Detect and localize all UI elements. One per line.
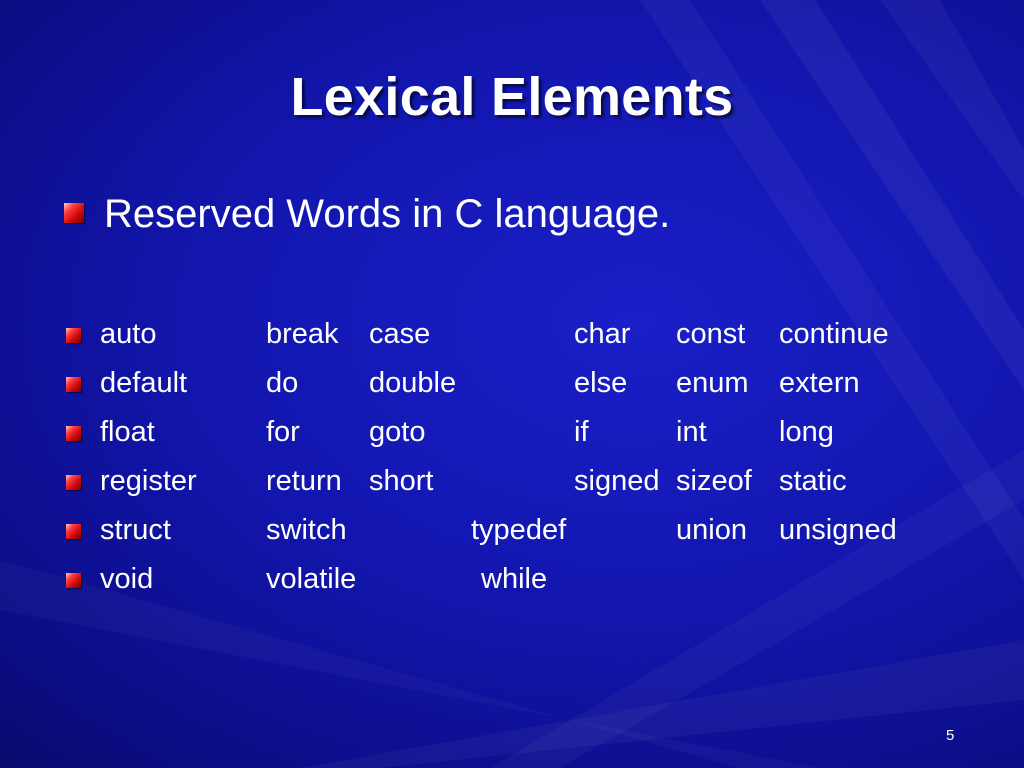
keyword: signed xyxy=(574,465,660,497)
keyword-row xyxy=(0,463,1024,503)
bullet-icon xyxy=(66,524,81,539)
keyword: typedef xyxy=(471,514,567,546)
keyword: short xyxy=(369,465,434,497)
keyword: register xyxy=(100,465,197,497)
keyword: break xyxy=(266,318,339,350)
bullet-icon xyxy=(66,426,81,441)
page-number: 5 xyxy=(946,727,955,744)
slide-title: Lexical Elements xyxy=(290,67,734,127)
bullet-icon xyxy=(66,573,81,588)
keyword: do xyxy=(266,367,299,399)
keyword: unsigned xyxy=(779,514,897,546)
keyword: long xyxy=(779,416,834,448)
keyword: extern xyxy=(779,367,860,399)
keyword: goto xyxy=(369,416,426,448)
bullet-icon xyxy=(66,328,81,343)
keyword: union xyxy=(676,514,747,546)
keyword: struct xyxy=(100,514,171,546)
keyword-row xyxy=(0,414,1024,454)
keyword: enum xyxy=(676,367,749,399)
bullet-icon xyxy=(66,377,81,392)
keyword: auto xyxy=(100,318,157,350)
keyword: void xyxy=(100,563,154,595)
keyword: static xyxy=(779,465,847,497)
keyword: double xyxy=(369,367,457,399)
keyword: default xyxy=(100,367,188,399)
main-bullet-text: Reserved Words in C language. xyxy=(104,192,671,236)
keyword: float xyxy=(100,416,155,448)
keyword: const xyxy=(676,318,746,350)
keyword: char xyxy=(574,318,631,350)
keyword: else xyxy=(574,367,628,399)
keyword: case xyxy=(369,318,431,350)
keyword: while xyxy=(481,563,548,595)
keyword: for xyxy=(266,416,300,448)
keyword-row xyxy=(0,512,1024,552)
keyword: sizeof xyxy=(676,465,752,497)
keyword: volatile xyxy=(266,563,357,595)
keyword-row xyxy=(0,316,1024,356)
keyword: if xyxy=(574,416,589,448)
keyword-row xyxy=(0,561,1024,601)
keyword: return xyxy=(266,465,342,497)
bullet-icon xyxy=(66,475,81,490)
keyword-row xyxy=(0,365,1024,405)
keyword: continue xyxy=(779,318,889,350)
keyword: switch xyxy=(266,514,347,546)
keyword: int xyxy=(676,416,707,448)
main-bullet-icon xyxy=(64,203,84,223)
